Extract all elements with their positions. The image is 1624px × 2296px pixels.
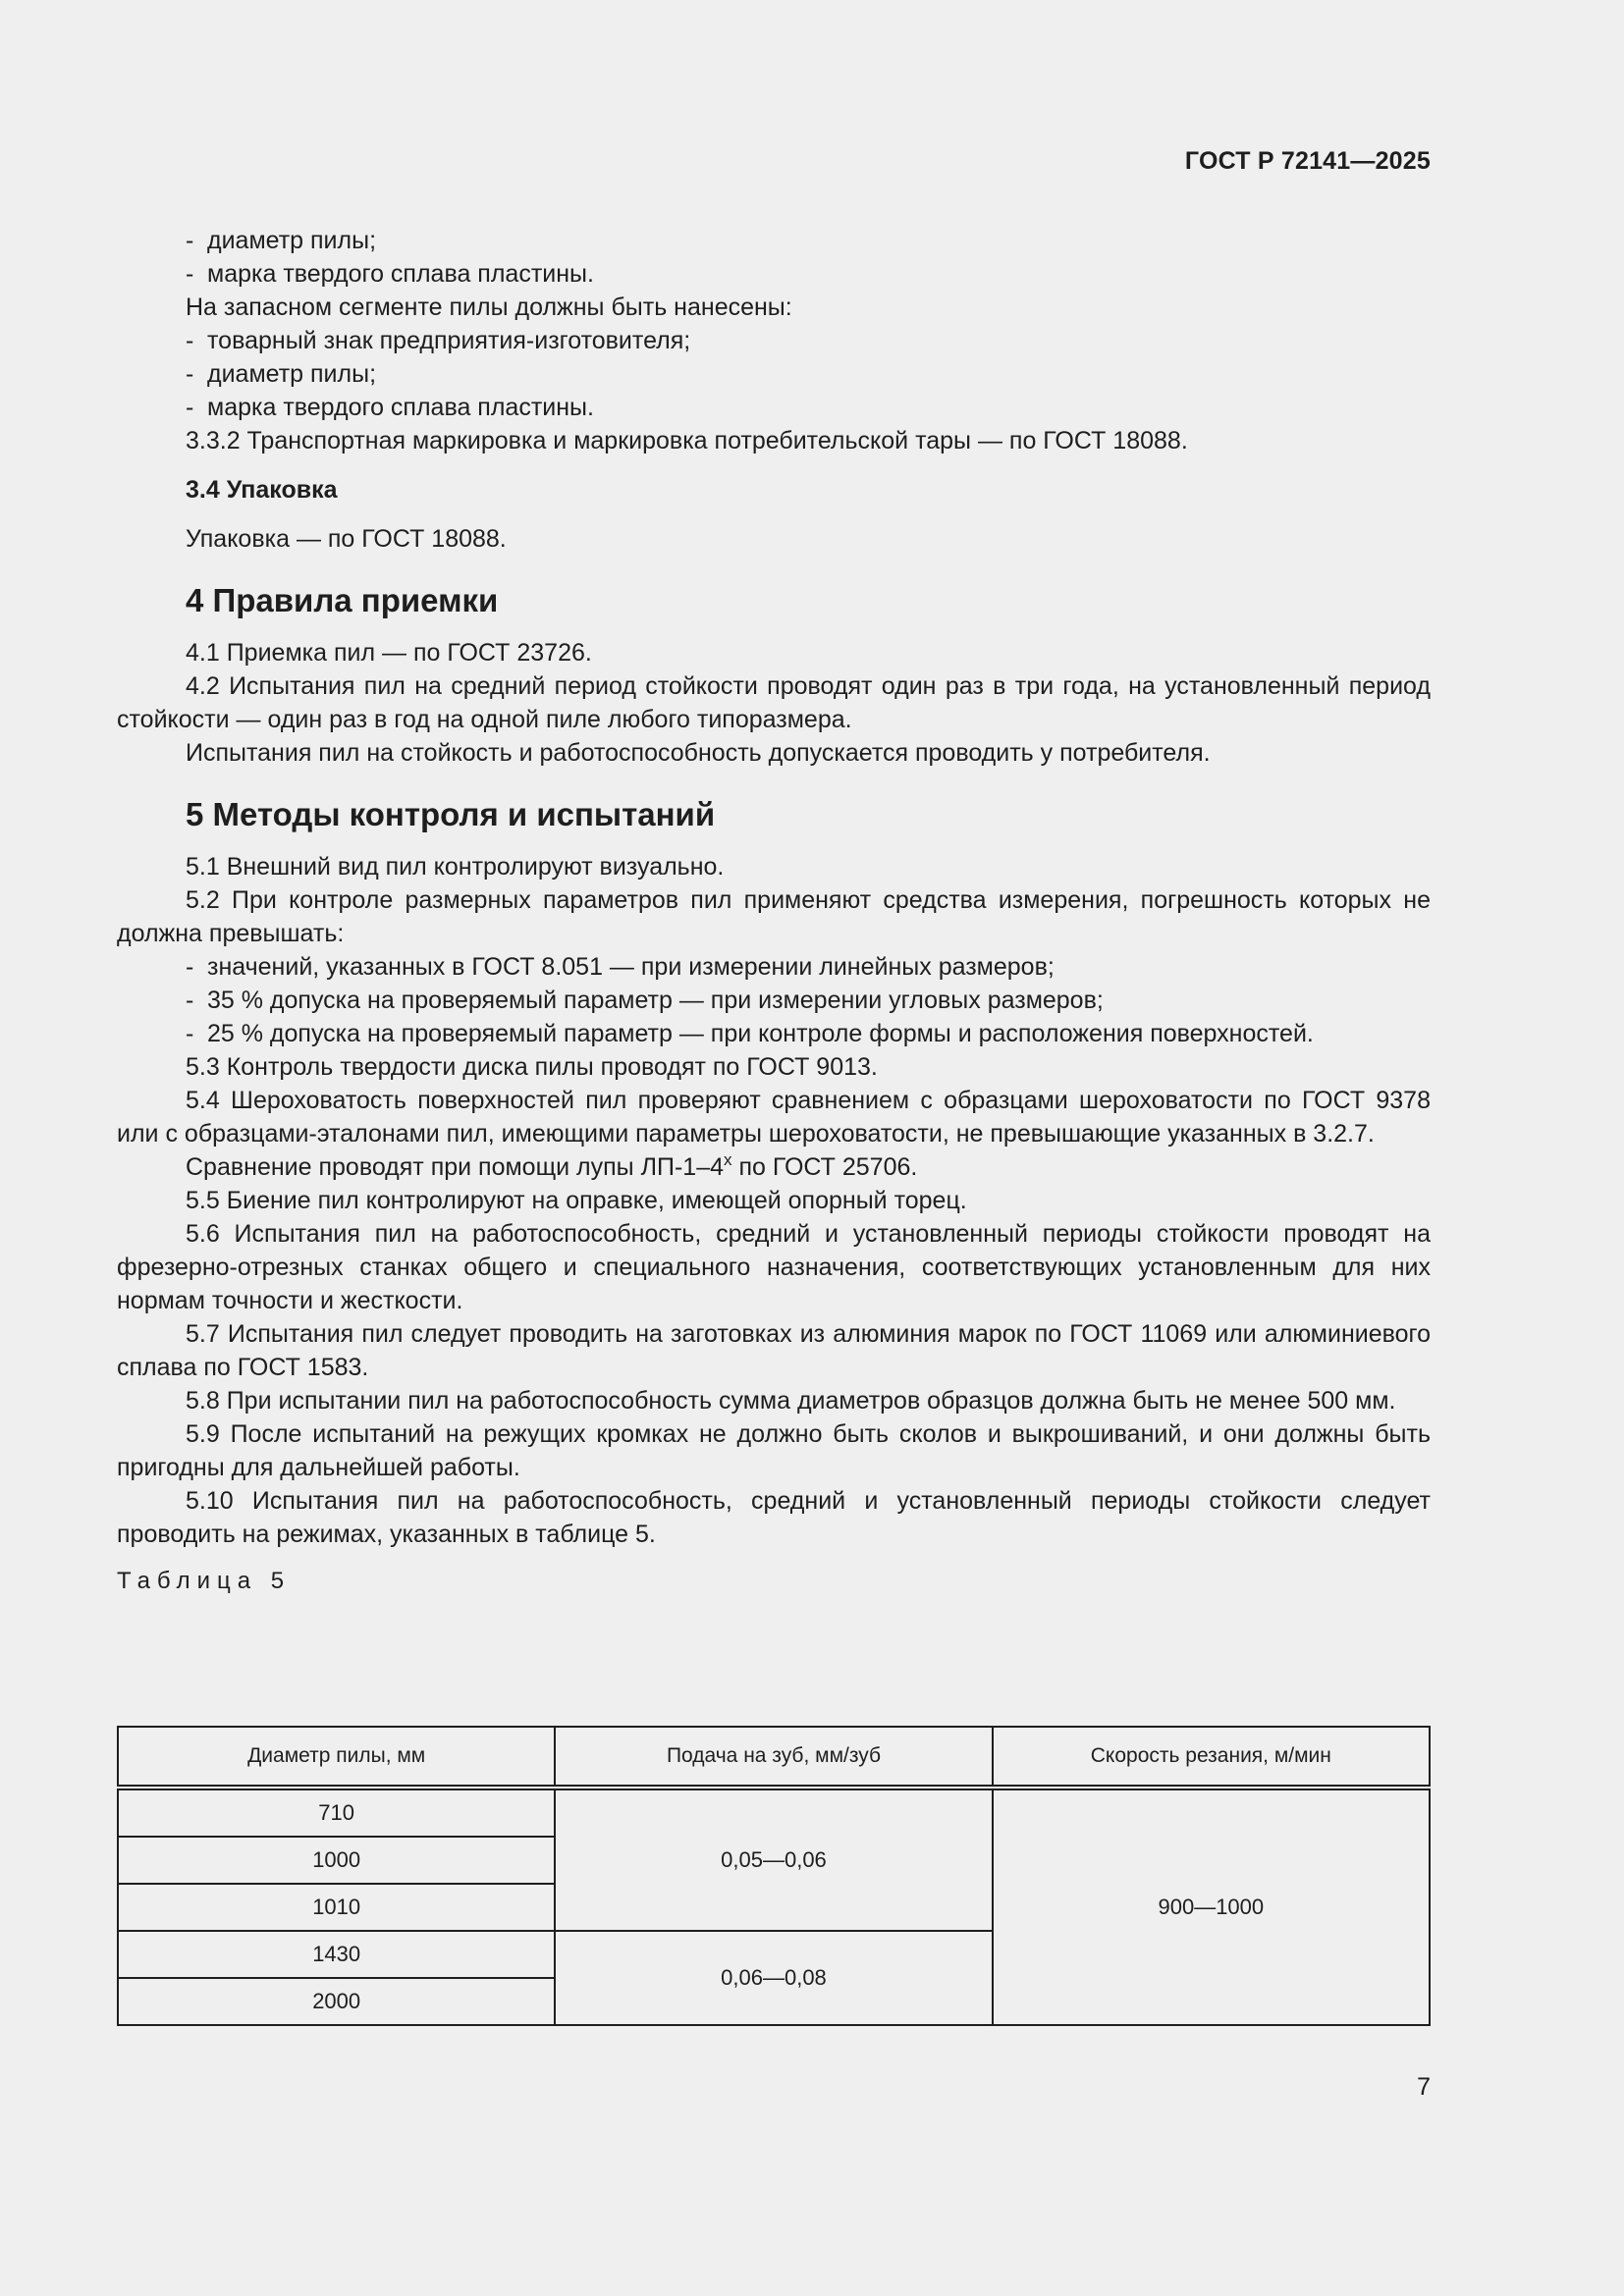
list-item: - диаметр пилы;	[117, 224, 1431, 257]
paragraph-5-3: 5.3 Контроль твердости диска пилы проводят по ГОСТ 9013.	[186, 1053, 878, 1081]
dash-marker: -	[186, 227, 194, 254]
subsection-heading-3-4: 3.4 Упаковка	[186, 476, 338, 504]
paragraph-5-4: 5.4 Шероховатость поверхностей пил проверяют сравнением с образцами шероховатости по ГОСТ 9378 или с образцами-эталонами пил, имеющими параметры шероховатости, не превышающие указанных в 3.2.7.	[117, 1087, 1431, 1148]
list-item: - диаметр пилы;	[117, 357, 1431, 391]
dash-marker: -	[186, 394, 194, 421]
paragraph-5-9: 5.9 После испытаний на режущих кромках не должно быть сколов и выкрошиваний, и они должны быть пригодны для дальнейшей работы.	[117, 1420, 1431, 1481]
dash-marker: -	[186, 953, 194, 981]
dash-marker: -	[186, 360, 194, 388]
document-body	[117, 224, 1431, 1622]
paragraph-4-2: 4.2 Испытания пил на средний период стойкости проводят один раз в три года, на установленный период стойкости — один раз в год на одной пиле любого типоразмера.	[117, 672, 1431, 733]
page-number: 7	[1417, 2073, 1431, 2101]
paragraph-5-1: 5.1 Внешний вид пил контролируют визуально.	[186, 853, 725, 881]
list-item: - 35 % допуска на проверяемый параметр — при измерении угловых размеров;	[117, 984, 1431, 1017]
list-item: - марка твердого сплава пластины.	[117, 257, 1431, 291]
paragraph-4-2-cont: Испытания пил на стойкость и работоспособность допускается проводить у потребителя.	[186, 739, 1211, 767]
dash-marker: -	[186, 327, 194, 354]
paragraph-5-5: 5.5 Биение пил контролируют на оправке, имеющей опорный торец.	[186, 1187, 967, 1214]
paragraph-3-4: Упаковка — по ГОСТ 18088.	[186, 525, 507, 553]
feed-cell: 0,06—0,08	[555, 1931, 992, 2025]
dash-marker: -	[186, 1020, 194, 1047]
table-row	[118, 1788, 1430, 1837]
paragraph-4-1: 4.1 Приемка пил — по ГОСТ 23726.	[186, 639, 592, 667]
speed-cell: 900—1000	[993, 1788, 1430, 2025]
dash-marker: -	[186, 260, 194, 288]
diameter-cell: 1000	[118, 1837, 555, 1884]
diameter-cell: 1430	[118, 1931, 555, 1978]
diameter-cell: 1010	[118, 1884, 555, 1931]
paragraph-5-10: 5.10 Испытания пил на работоспособность, средний и установленный периоды стойкости следует проводить на режимах, указанных в таблице 5.	[117, 1487, 1431, 1548]
header-diameter: Диаметр пилы, мм	[118, 1727, 555, 1788]
header-feed: Подача на зуб, мм/зуб	[555, 1727, 992, 1788]
paragraph-5-6: 5.6 Испытания пил на работоспособность, средний и установленный периоды стойкости проводят на фрезерно-отрезных станках общего и специального назначения, соответствующих установленным для них нормам точности и жесткости.	[117, 1220, 1431, 1314]
paragraph-3-3-2: 3.3.2 Транспортная маркировка и маркировка потребительской тары — по ГОСТ 18088.	[186, 427, 1188, 454]
list-item: - товарный знак предприятия-изготовителя;	[117, 324, 1431, 357]
dash-marker: -	[186, 987, 194, 1014]
diameter-cell: 710	[118, 1788, 555, 1837]
paragraph: На запасном сегменте пилы должны быть нанесены:	[186, 294, 792, 321]
paragraph-5-4-cont: Сравнение проводят при помощи лупы $ЛП-1-4^х$ по ГОСТ 25706.	[186, 1150, 918, 1181]
feed-cell: 0,05—0,06	[555, 1788, 992, 1931]
table-header-row	[118, 1727, 1430, 1788]
table-caption: Таблица 5	[117, 1568, 292, 1594]
paragraph-5-8: 5.8 При испытании пил на работоспособность сумма диаметров образцов должна быть не менее 500 мм.	[186, 1387, 1396, 1415]
list-item: - значений, указанных в ГОСТ 8.051 — при измерении линейных размеров;	[117, 950, 1431, 984]
paragraph-5-2: 5.2 При контроле размерных параметров пил применяют средства измерения, погрешность которых не должна превышать:	[117, 886, 1431, 947]
cutting-modes-table	[117, 1726, 1431, 2026]
list-item: - 25 % допуска на проверяемый параметр — при контроле формы и расположения поверхностей.	[117, 1017, 1431, 1050]
diameter-cell: 2000	[118, 1978, 555, 2025]
header-speed: Скорость резания, м/мин	[993, 1727, 1430, 1788]
list-item: - марка твердого сплава пластины.	[117, 391, 1431, 424]
paragraph-5-7: 5.7 Испытания пил следует проводить на заготовках из алюминия марок по ГОСТ 11069 или алюминиевого сплава по ГОСТ 1583.	[117, 1320, 1431, 1381]
section-heading-4: 4 Правила приемки	[186, 582, 499, 618]
superscript: х	[724, 1150, 732, 1169]
section-heading-5: 5 Методы контроля и испытаний	[186, 796, 716, 832]
document-header: ГОСТ Р 72141—2025	[1184, 147, 1431, 175]
